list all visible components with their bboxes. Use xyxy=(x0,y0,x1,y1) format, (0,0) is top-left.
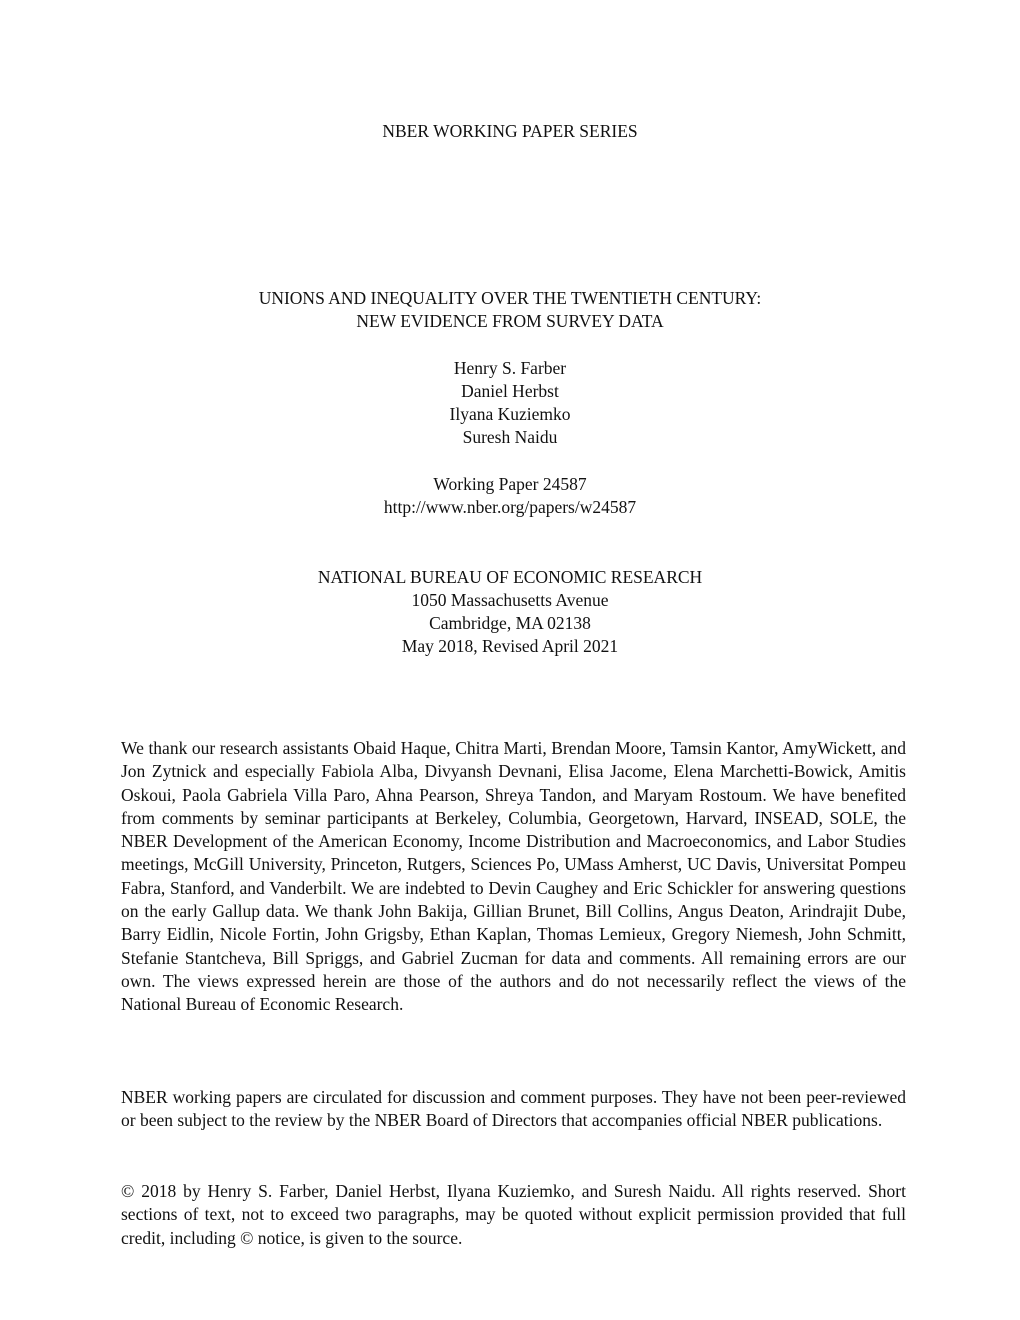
acknowledgments-paragraph: We thank our research assistants Obaid Haque, Chitra Marti, Brendan Moore, Tamsin Kantor, AmyWickett, and Jon Zytnick and especially Fabiola Alba, Divyansh Devnani, Elisa Jacome, Elena Marchetti-Bowick, Amitis Oskoui, Paola Gabriela Villa Paro, Ahna Pearson, Shreya Tandon, and Maryam Rostoum. We have benefited from comments by seminar participants at Berkeley, Columbia, Georgetown, Harvard, INSEAD, SOLE, the NBER Development of the American Economy, Income Distribution and Macroeconomics, and Labor Studies meetings, McGill University, Princeton, Rutgers, Sciences Po, UMass Amherst, UC Davis, Universitat Pompeu Fabra, Stanford, and Vanderbilt. We are indebted to Devin Caughey and Eric Schickler for answering questions on the early Gallup data. We thank John Bakija, Gillian Brunet, Bill Collins, Angus Deaton, Arindrajit Dube, Barry Eidlin, Nicole Fortin, John Grigsby, Ethan Kaplan, Thomas Lemieux, Gregory Niemesh, John Schmitt, Stefanie Stantcheva, Bill Spriggs, and Gabriel Zucman for data and comments. All remaining errors are our own. The views expressed herein are those of the authors and do not necessarily reflect the views of the National Bureau of Economic Research. xyxy=(121,738,906,1015)
disclaimer-paragraph: NBER working papers are circulated for discussion and comment purposes. They have not been peer-reviewed or been subject to the review by the NBER Board of Directors that accompanies official NBER publications. xyxy=(121,1087,906,1131)
author-3: Ilyana Kuziemko xyxy=(449,404,571,424)
publisher-street: 1050 Massachusetts Avenue xyxy=(411,590,609,610)
author-2: Daniel Herbst xyxy=(461,381,559,401)
paper-title-line-1: UNIONS AND INEQUALITY OVER THE TWENTIETH CENTURY: xyxy=(258,288,762,308)
series-heading: NBER WORKING PAPER SERIES xyxy=(382,121,638,141)
publisher-name: NATIONAL BUREAU OF ECONOMIC RESEARCH xyxy=(317,567,703,587)
working-paper-url[interactable]: http://www.nber.org/papers/w24587 xyxy=(383,497,637,517)
author-1: Henry S. Farber xyxy=(453,358,567,378)
paper-title-line-2: NEW EVIDENCE FROM SURVEY DATA xyxy=(356,311,664,331)
publication-date: May 2018, Revised April 2021 xyxy=(401,636,619,656)
author-4: Suresh Naidu xyxy=(462,427,558,447)
publisher-city: Cambridge, MA 02138 xyxy=(429,613,591,633)
copyright-paragraph: © 2018 by Henry S. Farber, Daniel Herbst, Ilyana Kuziemko, and Suresh Naidu. All rights reserved. Short sections of text, not to exceed two paragraphs, may be quoted without explicit permission provided that full credit, including © notice, is given to the source. xyxy=(121,1181,906,1248)
working-paper-number: Working Paper 24587 xyxy=(433,474,587,494)
